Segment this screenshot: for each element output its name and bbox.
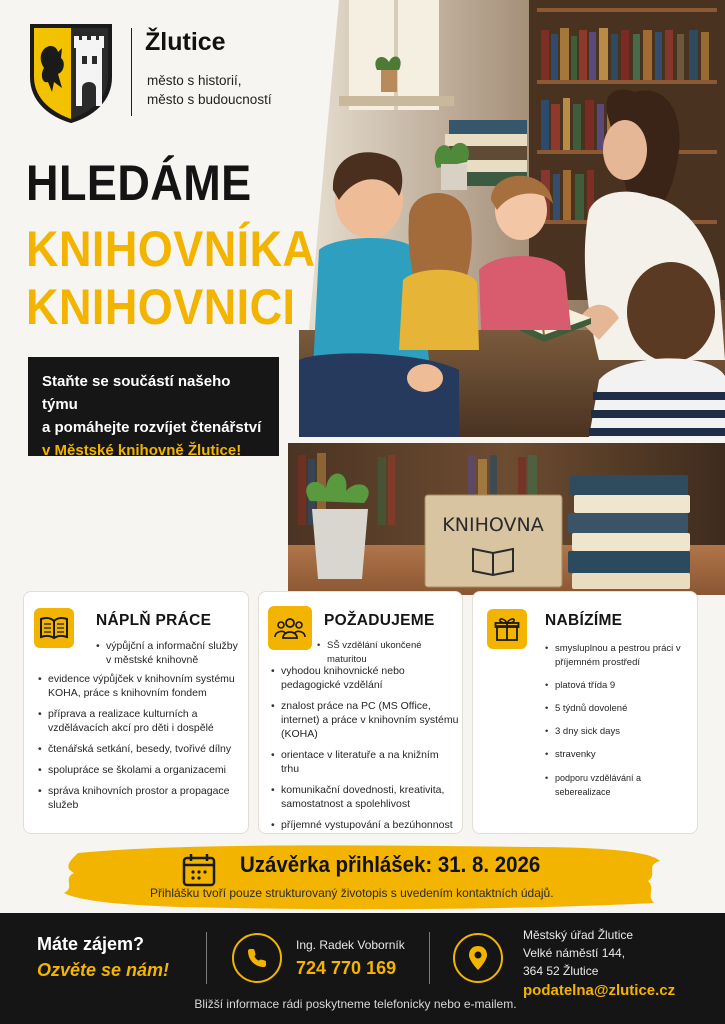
invite-line-1: Staňte se součástí našeho týmu xyxy=(42,373,231,413)
list-item: • smysluplnou a pestrou práci v příjemném prostředí xyxy=(545,642,695,670)
list-item: • příjemné vystupování a bezúhonnost xyxy=(271,818,459,832)
contact-email-link[interactable]: podatelna@zlutice.cz xyxy=(523,982,676,999)
footer-divider-2 xyxy=(429,932,430,984)
town-tagline xyxy=(147,71,317,109)
nabizime-list xyxy=(545,642,695,808)
photo-knihovna-table xyxy=(288,443,725,595)
list-item: • 3 dny sick days xyxy=(545,725,695,739)
list-item: • čtenářská setkání, besedy, tvořivé dílny xyxy=(38,742,243,756)
contact-phone-link[interactable]: 724 770 169 xyxy=(296,958,397,978)
card-title-nabizime: NABÍZÍME xyxy=(545,612,623,629)
open-book-icon xyxy=(34,608,74,648)
calendar-icon xyxy=(181,852,217,888)
deadline-label: Uzávěrka přihlášek: 31. 8. 2026 xyxy=(240,852,541,877)
deadline-note: Přihlášku tvoří pouze strukturovaný životopis s uvedením kontaktních údajů. xyxy=(150,886,554,900)
list-item: • znalost práce na PC (MS Office, internet) a práce v knihovním systému (KOHA) xyxy=(271,699,459,741)
list-item: • platová třída 9 xyxy=(545,679,695,693)
pozadujeme-list xyxy=(271,664,459,839)
list-item: • příprava a realizace kulturních a vzdělávacích akcí pro děti i dospělé xyxy=(38,707,243,735)
headline-knihovnici: KNIHOVNICI xyxy=(26,279,296,335)
headline-hledame: HLEDÁME xyxy=(26,155,252,211)
headline-knihovnika: KNIHOVNÍKA xyxy=(26,221,316,277)
list-item: • správa knihovních prostor a propagace služeb xyxy=(38,784,243,812)
list-item: • orientace v literatuře a na knižním trhu xyxy=(271,748,459,776)
address-line-3: 364 52 Žlutice xyxy=(523,964,599,978)
napln-prace-first-item xyxy=(96,639,241,674)
address-line-2: Velké náměstí 144, xyxy=(523,946,626,960)
napln-prace-list xyxy=(38,672,243,819)
location-pin-icon xyxy=(453,933,503,983)
knihovna-sign-text: KNIHOVNA xyxy=(442,514,544,536)
invite-box xyxy=(28,357,279,459)
list-item: • výpůjční a informační služby v městské knihovně xyxy=(96,639,241,667)
gift-icon xyxy=(487,609,527,649)
footer-note: Bližší informace rádi poskytneme telefonicky nebo e-mailem. xyxy=(194,997,517,1011)
list-item: • vyhodou knihovnické nebo pedagogické vzdělání xyxy=(271,664,459,692)
list-item: • komunikační dovednosti, kreativita, samostatnost a spolehlivost xyxy=(271,783,459,811)
brand-divider xyxy=(131,28,132,116)
card-title-napln-prace: NÁPLŇ PRÁCE xyxy=(96,612,212,629)
list-item: • spolupráce se školami a organizacemi xyxy=(38,763,243,777)
list-item: • podporu vzdělávání a seberealizace xyxy=(545,771,695,799)
card-title-pozadujeme: POŽADUJEME xyxy=(324,612,435,629)
coat-of-arms-logo xyxy=(28,22,114,124)
phone-icon xyxy=(232,933,282,983)
footer-question: Máte zájem? xyxy=(37,934,145,954)
tagline-line-1: město s historií, xyxy=(147,73,242,88)
footer-divider-1 xyxy=(206,932,207,984)
team-icon xyxy=(268,606,312,650)
town-name: Žlutice xyxy=(145,28,226,56)
card-pozadujeme xyxy=(258,591,463,834)
list-item: • SŠ vzdělání ukončené maturitou xyxy=(317,639,463,667)
list-item: • 5 týdnů dovolené xyxy=(545,702,695,716)
photo-librarian-with-children xyxy=(299,0,725,437)
contact-name: Ing. Radek Voborník xyxy=(296,938,405,952)
list-item: • evidence výpůjček v knihovním systému KOHA, práce s knihovním fondem xyxy=(38,672,243,700)
office-address xyxy=(523,926,633,980)
card-napln-prace xyxy=(23,591,249,834)
card-nabizime xyxy=(472,591,698,834)
address-line-1: Městský úřad Žlutice xyxy=(523,928,634,942)
footer-cta: Ozvěte se nám! xyxy=(37,960,170,980)
tagline-line-2: město s budoucností xyxy=(147,92,272,107)
invite-line-2: a pomáhejte rozvíjet čtenářství xyxy=(42,419,262,436)
invite-line-3: v Městské knihovně Žlutice! xyxy=(42,442,242,459)
list-item: • stravenky xyxy=(545,748,695,762)
